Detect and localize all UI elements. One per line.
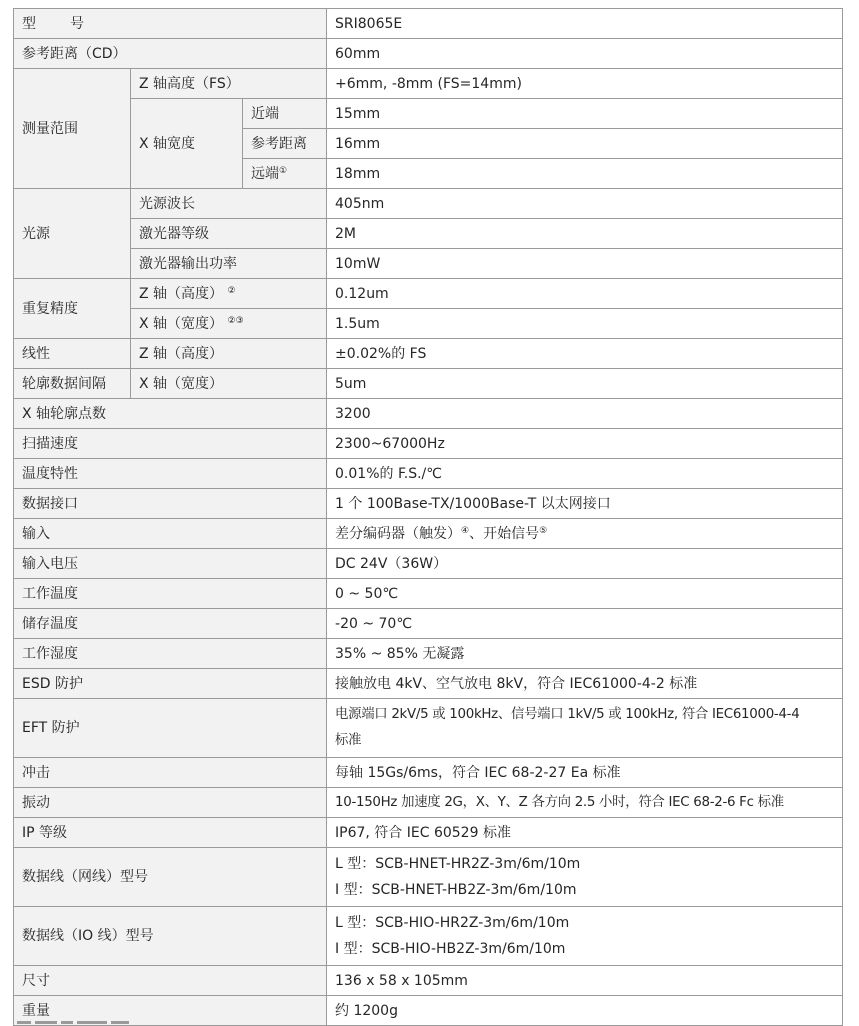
ip-rating-label: IP 等级	[14, 818, 327, 848]
footnote-mark-1: ①	[279, 165, 288, 176]
row-repeatability-x	[14, 309, 843, 339]
shock-value: 每轴 15Gs/6ms，符合 IEC 68-2-27 Ea 标准	[327, 758, 843, 788]
row-model	[14, 9, 843, 39]
row-data-interface	[14, 489, 843, 519]
row-shock	[14, 758, 843, 788]
cut-off-footnote-text	[17, 1016, 217, 1024]
repeatability-x-text: X 轴（宽度）	[139, 315, 224, 332]
repeatability-z-text: Z 轴（高度）	[139, 285, 224, 302]
profile-interval-label: 轮廓数据间隔	[14, 369, 131, 399]
row-ip-rating	[14, 818, 843, 848]
profile-points-label: X 轴轮廓点数	[14, 399, 327, 429]
eft-value-line-2: 标准	[335, 733, 362, 748]
ref-distance-value: 60mm	[327, 39, 843, 69]
linearity-value: ±0.02%的 FS	[327, 339, 843, 369]
measure-range-far-value: 18mm	[327, 159, 843, 189]
work-humidity-label: 工作湿度	[14, 639, 327, 669]
row-ref-distance	[14, 39, 843, 69]
input-value-start: 、开始信号	[469, 525, 540, 542]
footnote-mark-2: ②	[227, 285, 236, 296]
temp-characteristic-value: 0.01%的 F.S./℃	[327, 459, 843, 489]
footnote-mark-4: ④	[461, 525, 470, 536]
footnote-mark-5: ⑤	[539, 525, 548, 536]
measure-range-ref-label: 参考距离	[243, 129, 327, 159]
linearity-label: 线性	[14, 339, 131, 369]
repeatability-x-label	[131, 309, 327, 339]
work-temp-value: 0 ~ 50℃	[327, 579, 843, 609]
row-laser-class	[14, 219, 843, 249]
input-voltage-value: DC 24V（36W）	[327, 549, 843, 579]
measure-range-ref-value: 16mm	[327, 129, 843, 159]
eft-value	[327, 699, 843, 758]
input-value-encoder: 差分编码器（触发）	[335, 525, 462, 542]
row-io-cable	[14, 907, 843, 966]
model-label-char-2: 号	[70, 15, 84, 32]
work-temp-label: 工作温度	[14, 579, 327, 609]
storage-temp-value: -20 ~ 70℃	[327, 609, 843, 639]
size-value: 136 x 58 x 105mm	[327, 966, 843, 996]
io-cable-value	[327, 907, 843, 966]
vibration-label: 振动	[14, 788, 327, 818]
model-label-char-1: 型	[22, 15, 36, 32]
esd-value: 接触放电 4kV、空气放电 8kV，符合 IEC61000-4-2 标准	[327, 669, 843, 699]
storage-temp-label: 储存温度	[14, 609, 327, 639]
row-input-voltage	[14, 549, 843, 579]
model-value: SRI8065E	[327, 9, 843, 39]
light-wavelength-value: 405nm	[327, 189, 843, 219]
data-interface-value: 1 个 100Base-TX/1000Base-T 以太网接口	[327, 489, 843, 519]
row-measure-range-near	[14, 99, 843, 129]
net-cable-i-type: I 型：SCB-HNET-HB2Z-3m/6m/10m	[335, 882, 577, 898]
row-work-humidity	[14, 639, 843, 669]
row-eft	[14, 699, 843, 758]
data-interface-label: 数据接口	[14, 489, 327, 519]
row-linearity	[14, 339, 843, 369]
shock-label: 冲击	[14, 758, 327, 788]
input-label: 输入	[14, 519, 327, 549]
row-size	[14, 966, 843, 996]
row-storage-temp	[14, 609, 843, 639]
row-temp-characteristic	[14, 459, 843, 489]
measure-range-z-value: +6mm, -8mm (FS=14mm)	[327, 69, 843, 99]
spec-table	[13, 8, 843, 1026]
row-measure-range-z	[14, 69, 843, 99]
io-cable-i-type: I 型：SCB-HIO-HB2Z-3m/6m/10m	[335, 941, 566, 957]
scan-speed-value: 2300~67000Hz	[327, 429, 843, 459]
repeatability-x-value: 1.5um	[327, 309, 843, 339]
light-source-label: 光源	[14, 189, 131, 279]
measure-range-x-label: X 轴宽度	[131, 99, 243, 189]
temp-characteristic-label: 温度特性	[14, 459, 327, 489]
row-scan-speed	[14, 429, 843, 459]
light-wavelength-label: 光源波长	[131, 189, 327, 219]
row-light-wavelength	[14, 189, 843, 219]
ip-rating-value: IP67, 符合 IEC 60529 标准	[327, 818, 843, 848]
row-vibration	[14, 788, 843, 818]
row-repeatability-z	[14, 279, 843, 309]
row-esd	[14, 669, 843, 699]
measure-range-z-label: Z 轴高度（FS）	[131, 69, 327, 99]
laser-power-value: 10mW	[327, 249, 843, 279]
repeatability-label: 重复精度	[14, 279, 131, 339]
measure-range-near-label: 近端	[243, 99, 327, 129]
net-cable-value	[327, 848, 843, 907]
row-laser-power	[14, 249, 843, 279]
laser-power-label: 激光器输出功率	[131, 249, 327, 279]
row-work-temp	[14, 579, 843, 609]
far-label-text: 远端	[251, 165, 279, 182]
weight-label: 重量	[14, 996, 327, 1026]
eft-value-line-1: 电源端口 2kV/5 或 100kHz、信号端口 1kV/5 或 100kHz, 符合 IEC61000-4-4	[335, 707, 800, 722]
measure-range-far-label	[243, 159, 327, 189]
net-cable-l-type: L 型：SCB-HNET-HR2Z-3m/6m/10m	[335, 856, 581, 872]
input-voltage-label: 输入电压	[14, 549, 327, 579]
weight-value: 约 1200g	[327, 996, 843, 1026]
io-cable-label: 数据线（IO 线）型号	[14, 907, 327, 966]
profile-points-value: 3200	[327, 399, 843, 429]
laser-class-label: 激光器等级	[131, 219, 327, 249]
repeatability-z-label	[131, 279, 327, 309]
eft-label: EFT 防护	[14, 699, 327, 758]
footnote-mark-2-3: ②③	[227, 315, 244, 326]
profile-interval-value: 5um	[327, 369, 843, 399]
repeatability-z-value: 0.12um	[327, 279, 843, 309]
input-value	[327, 519, 843, 549]
row-net-cable	[14, 848, 843, 907]
io-cable-l-type: L 型：SCB-HIO-HR2Z-3m/6m/10m	[335, 915, 570, 931]
model-label	[14, 9, 327, 39]
work-humidity-value: 35% ~ 85% 无凝露	[327, 639, 843, 669]
measure-range-near-value: 15mm	[327, 99, 843, 129]
laser-class-value: 2M	[327, 219, 843, 249]
row-profile-points	[14, 399, 843, 429]
size-label: 尺寸	[14, 966, 327, 996]
row-profile-interval	[14, 369, 843, 399]
measure-range-label: 测量范围	[14, 69, 131, 189]
profile-interval-sub-label: X 轴（宽度）	[131, 369, 327, 399]
ref-distance-label: 参考距离（CD）	[14, 39, 327, 69]
net-cable-label: 数据线（网线）型号	[14, 848, 327, 907]
row-input	[14, 519, 843, 549]
vibration-value: 10-150Hz 加速度 2G，X、Y、Z 各方向 2.5 小时，符合 IEC 68-2-6 Fc 标准	[327, 788, 843, 818]
scan-speed-label: 扫描速度	[14, 429, 327, 459]
linearity-sub-label: Z 轴（高度）	[131, 339, 327, 369]
esd-label: ESD 防护	[14, 669, 327, 699]
